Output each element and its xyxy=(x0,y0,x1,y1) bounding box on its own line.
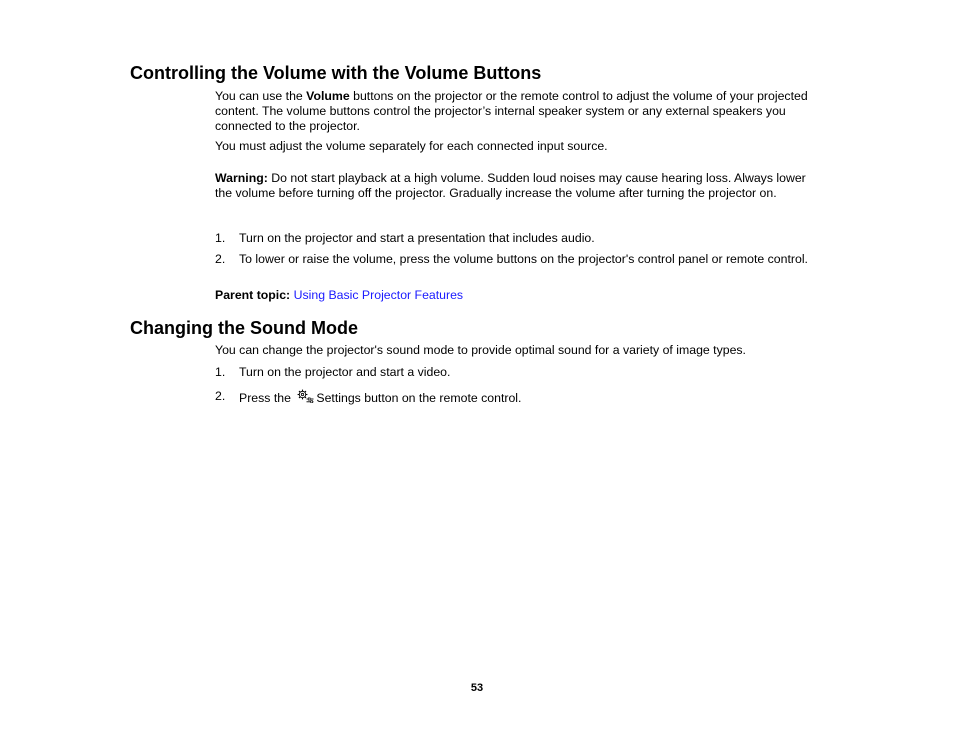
parent-topic-link[interactable]: Using Basic Projector Features xyxy=(293,288,464,302)
section-heading-sound-mode: Changing the Sound Mode xyxy=(130,318,358,338)
step-text: Turn on the projector and start a video. xyxy=(239,365,451,379)
sound-step-1 xyxy=(215,365,815,380)
step-text-suffix: Settings button on the remote control. xyxy=(316,391,522,405)
warning-label: Warning: xyxy=(215,171,268,185)
volume-note-paragraph: You must adjust the volume separately for each connected input source. xyxy=(215,139,608,153)
step-number: 2. xyxy=(215,252,226,266)
volume-step-2 xyxy=(215,252,815,267)
step-text xyxy=(239,389,815,406)
volume-intro-bold: Volume xyxy=(306,89,350,103)
sound-step-2 xyxy=(215,389,815,406)
volume-step-1 xyxy=(215,231,815,246)
step-text: Turn on the projector and start a presentation that includes audio. xyxy=(239,231,595,245)
volume-intro-paragraph xyxy=(215,89,815,134)
parent-topic-label: Parent topic: xyxy=(215,288,291,302)
section-heading-volume-buttons: Controlling the Volume with the Volume Buttons xyxy=(130,63,542,83)
volume-intro-suffix: buttons on the projector or the remote control to adjust the volume of your projected content. The volume buttons control the projector’s internal speaker system or any external speakers you connected to the projector. xyxy=(215,89,808,133)
page-number: 53 xyxy=(470,682,484,694)
step-text-prefix: Press the xyxy=(239,391,295,405)
sound-mode-intro-paragraph: You can change the projector's sound mode to provide optimal sound for a variety of image types. xyxy=(215,343,746,357)
parent-topic-line xyxy=(215,288,815,303)
volume-intro-prefix: You can use the xyxy=(215,89,307,103)
settings-icon xyxy=(297,389,314,403)
step-number: 1. xyxy=(215,365,226,379)
step-number: 1. xyxy=(215,231,226,245)
step-number: 2. xyxy=(215,389,226,403)
warning-paragraph xyxy=(215,171,815,201)
warning-text: Do not start playback at a high volume. Sudden loud noises may cause hearing loss. Always lower the volume before turning off the projector. Gradually increase the volume after turning the projector on. xyxy=(215,171,806,200)
step-text: To lower or raise the volume, press the volume buttons on the projector's control panel or remote control. xyxy=(239,252,808,266)
